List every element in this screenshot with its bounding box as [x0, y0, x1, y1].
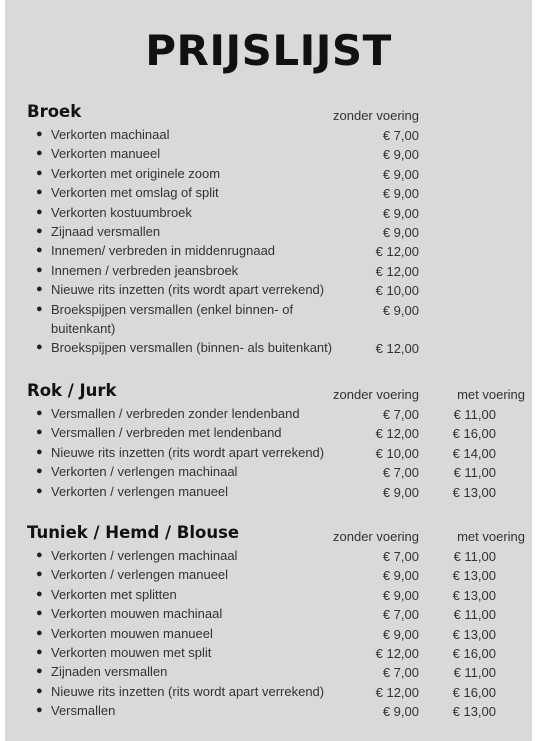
- price-zonder-voering: € 10,00: [375, 445, 419, 461]
- price-met-voering: € 13,00: [452, 704, 496, 720]
- section-title: Rok / Jurk: [27, 381, 117, 400]
- list-item: [0, 482, 537, 501]
- bullet-icon: ●: [36, 224, 43, 237]
- bullet-icon: ●: [36, 587, 43, 600]
- column-header-zonder-voering: zonder voering: [333, 529, 419, 544]
- price-zonder-voering: € 9,00: [382, 587, 419, 603]
- bullet-icon: ●: [36, 426, 43, 439]
- price-zonder-voering: € 9,00: [382, 484, 419, 500]
- list-item: [0, 462, 537, 481]
- item-label: Verkorten met originele zoom: [51, 165, 221, 181]
- item-label: Verkorten / verlengen machinaal: [51, 548, 238, 563]
- section-title: Broek: [27, 102, 82, 121]
- bullet-icon: ●: [36, 484, 43, 497]
- list-item: [0, 338, 537, 357]
- item-label: Verkorten / verlengen manueel: [51, 567, 229, 583]
- section-tuniek-hemd-blouse: [0, 522, 537, 721]
- item-label: Versmallen / verbreden zonder lendenband: [51, 406, 300, 421]
- price-met-voering: € 13,00: [452, 626, 496, 642]
- list-item: [0, 546, 537, 565]
- item-label: Nieuwe rits inzetten (rits wordt apart verrekend): [51, 444, 325, 460]
- price-zonder-voering: € 12,00: [375, 244, 419, 260]
- price-zonder-voering: € 7,00: [382, 407, 419, 422]
- price-zonder-voering: € 9,00: [382, 704, 419, 720]
- list-item: [0, 261, 537, 280]
- price-zonder-voering: € 7,00: [382, 665, 419, 681]
- price-zonder-voering: € 12,00: [375, 341, 419, 357]
- price-met-voering: € 11,00: [453, 607, 496, 623]
- price-zonder-voering: € 12,00: [375, 426, 419, 442]
- list-item: [0, 164, 537, 183]
- item-label: Verkorten manueel: [51, 146, 161, 162]
- list-item: [0, 423, 537, 442]
- item-label: Verkorten met omslag of split: [51, 185, 219, 201]
- bullet-icon: ●: [36, 704, 43, 717]
- price-zonder-voering: € 9,00: [382, 626, 419, 642]
- page-title: PRIJSLIJST: [145, 26, 392, 75]
- price-zonder-voering: € 9,00: [382, 186, 419, 202]
- price-zonder-voering: € 7,00: [382, 465, 419, 481]
- item-label: Versmallen / verbreden met lendenband: [51, 425, 282, 441]
- price-met-voering: € 11,00: [453, 465, 496, 481]
- bullet-icon: ●: [36, 665, 43, 678]
- bullet-icon: ●: [36, 166, 43, 179]
- section-header: [0, 522, 537, 544]
- price-met-voering: € 16,00: [452, 645, 496, 661]
- list-item: [0, 662, 537, 681]
- list-item: [0, 125, 537, 144]
- bullet-icon: ●: [36, 445, 43, 458]
- price-zonder-voering: € 7,00: [382, 607, 419, 623]
- price-zonder-voering: € 7,00: [382, 549, 419, 564]
- price-met-voering: € 13,00: [452, 568, 496, 584]
- price-met-voering: € 14,00: [452, 445, 496, 461]
- item-label: Innemen / verbreden jeansbroek: [51, 262, 239, 278]
- bullet-icon: ●: [36, 607, 43, 620]
- column-header-zonder-voering: zonder voering: [333, 108, 419, 123]
- item-label: Verkorten mouwen machinaal: [51, 606, 223, 622]
- price-zonder-voering: € 9,00: [382, 205, 419, 221]
- item-list: [0, 546, 537, 721]
- price-zonder-voering: € 12,00: [375, 645, 419, 661]
- item-label: Broekspijpen versmallen (enkel binnen- of buitenkant): [51, 301, 294, 336]
- bullet-icon: ●: [36, 407, 43, 419]
- price-zonder-voering: € 12,00: [375, 263, 419, 279]
- bullet-icon: ●: [36, 684, 43, 697]
- price-zonder-voering: € 12,00: [375, 684, 419, 700]
- list-item: [0, 183, 537, 202]
- price-zonder-voering: € 9,00: [382, 147, 419, 163]
- bullet-icon: ●: [36, 128, 43, 140]
- item-label: Verkorten mouwen manueel: [51, 625, 213, 641]
- item-label: Zijnaden versmallen: [51, 664, 168, 680]
- price-met-voering: € 13,00: [452, 484, 496, 500]
- item-label: Nieuwe rits inzetten (rits wordt apart verrekend): [51, 683, 325, 699]
- list-item: [0, 701, 537, 720]
- bullet-icon: ●: [36, 263, 43, 276]
- item-label: Nieuwe rits inzetten (rits wordt apart verrekend): [51, 282, 325, 298]
- price-zonder-voering: € 9,00: [382, 568, 419, 584]
- section-header: [0, 380, 537, 402]
- price-zonder-voering: € 7,00: [382, 128, 419, 143]
- bullet-icon: ●: [36, 205, 43, 218]
- list-item: [0, 300, 537, 339]
- item-label: Verkorten / verlengen machinaal: [51, 464, 238, 480]
- item-list: [0, 404, 537, 501]
- list-item: [0, 624, 537, 643]
- list-item: [0, 565, 537, 584]
- item-label: Verkorten mouwen met split: [51, 644, 212, 660]
- item-label: Innemen/ verbreden in middenrugnaad: [51, 243, 276, 259]
- item-label: Zijnaad versmallen: [51, 223, 161, 239]
- item-label: Verkorten kostuumbroek: [51, 204, 192, 220]
- bullet-icon: ●: [36, 341, 43, 354]
- bullet-icon: ●: [36, 302, 43, 315]
- price-zonder-voering: € 9,00: [382, 302, 419, 318]
- price-met-voering: € 11,00: [453, 665, 496, 681]
- bullet-icon: ●: [36, 626, 43, 639]
- item-label: Verkorten machinaal: [51, 127, 170, 142]
- item-list: [0, 125, 537, 358]
- section-header: [0, 101, 537, 123]
- section-rok-jurk: [0, 380, 537, 501]
- list-item: [0, 643, 537, 662]
- column-header-zonder-voering: zonder voering: [333, 387, 419, 402]
- price-zonder-voering: € 9,00: [382, 224, 419, 240]
- price-zonder-voering: € 10,00: [375, 283, 419, 299]
- bullet-icon: ●: [36, 283, 43, 296]
- bullet-icon: ●: [36, 645, 43, 658]
- bullet-icon: ●: [36, 244, 43, 257]
- price-zonder-voering: € 9,00: [382, 166, 419, 182]
- bullet-icon: ●: [36, 568, 43, 581]
- list-item: [0, 241, 537, 260]
- bullet-icon: ●: [36, 465, 43, 478]
- column-header-met-voering: met voering: [457, 529, 525, 544]
- price-met-voering: € 13,00: [452, 587, 496, 603]
- price-met-voering: € 16,00: [452, 684, 496, 700]
- item-label: Verkorten / verlengen manueel: [51, 483, 229, 499]
- column-header-met-voering: met voering: [457, 387, 525, 402]
- list-item: [0, 443, 537, 462]
- price-met-voering: € 16,00: [452, 426, 496, 442]
- section-broek: [0, 101, 537, 358]
- list-item: [0, 280, 537, 299]
- bullet-icon: ●: [36, 147, 43, 160]
- list-item: [0, 604, 537, 623]
- price-met-voering: € 11,00: [453, 549, 496, 564]
- list-item: [0, 203, 537, 222]
- item-label: Broekspijpen versmallen (binnen- als buitenkant): [51, 340, 333, 356]
- list-item: [0, 585, 537, 604]
- list-item: [0, 404, 537, 423]
- price-met-voering: € 11,00: [453, 407, 496, 422]
- list-item: [0, 222, 537, 241]
- item-label: Versmallen: [51, 703, 116, 719]
- list-item: [0, 682, 537, 701]
- list-item: [0, 144, 537, 163]
- bullet-icon: ●: [36, 549, 43, 561]
- section-title: Tuniek / Hemd / Blouse: [27, 523, 240, 542]
- item-label: Verkorten met splitten: [51, 586, 177, 602]
- bullet-icon: ●: [36, 186, 43, 199]
